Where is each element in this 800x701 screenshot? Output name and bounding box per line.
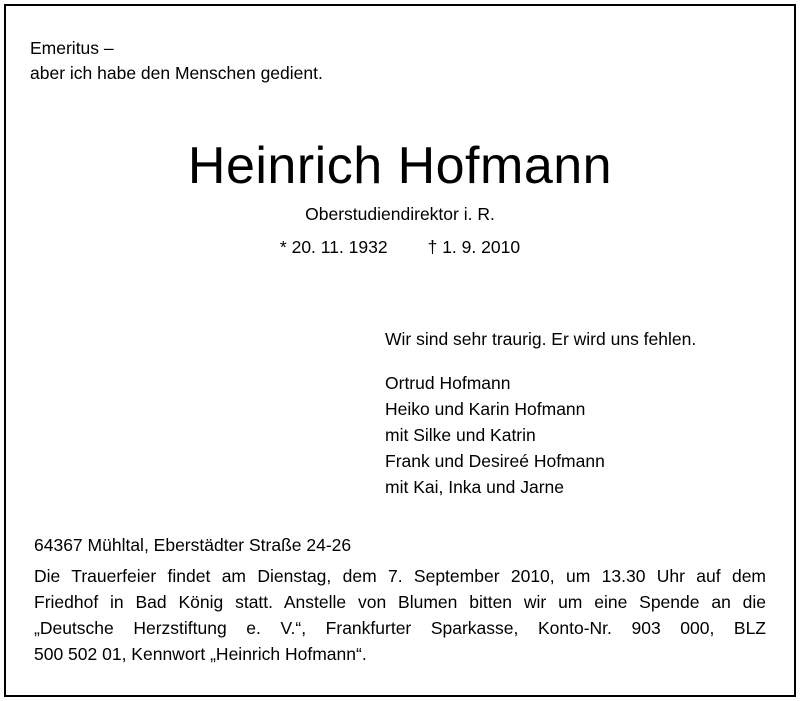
mourners-list [385, 370, 605, 500]
motto [30, 36, 323, 86]
mourner-line: Frank und Desireé Hofmann [385, 451, 605, 471]
birth-date: * 20. 11. 1932 [279, 237, 388, 257]
death-date: † 1. 9. 2010 [427, 237, 521, 257]
mourner-line: mit Kai, Inka und Jarne [385, 477, 564, 497]
motto-line-2: aber ich habe den Menschen gedient. [30, 63, 323, 83]
mourner-line: Ortrud Hofmann [385, 373, 511, 393]
motto-line-1: Emeritus – [30, 38, 114, 58]
deceased-title: Oberstudiendirektor i. R. [305, 204, 495, 224]
notice-line: Die Trauerfeier findet am Dienstag, dem 7. September 2010, um 13.30 Uhr auf dem [34, 566, 766, 586]
life-dates [0, 235, 800, 259]
notice-line: 500 502 01, Kennwort „Heinrich Hofmann“. [34, 644, 367, 664]
mourner-line: Heiko und Karin Hofmann [385, 399, 586, 419]
mourner-line: mit Silke und Katrin [385, 425, 536, 445]
notice-line: Friedhof in Bad König statt. Anstelle von Blumen bitten wir um eine Spende an die [34, 592, 766, 612]
family-quote: Wir sind sehr traurig. Er wird uns fehlen. [385, 329, 697, 349]
deceased-name: Heinrich Hofmann [187, 137, 613, 195]
funeral-notice [34, 563, 766, 667]
address: 64367 Mühltal, Eberstädter Straße 24-26 [34, 535, 352, 555]
notice-line: „Deutsche Herzstiftung e. V.“, Frankfurter Sparkasse, Konto-Nr. 903 000, BLZ [34, 618, 766, 638]
